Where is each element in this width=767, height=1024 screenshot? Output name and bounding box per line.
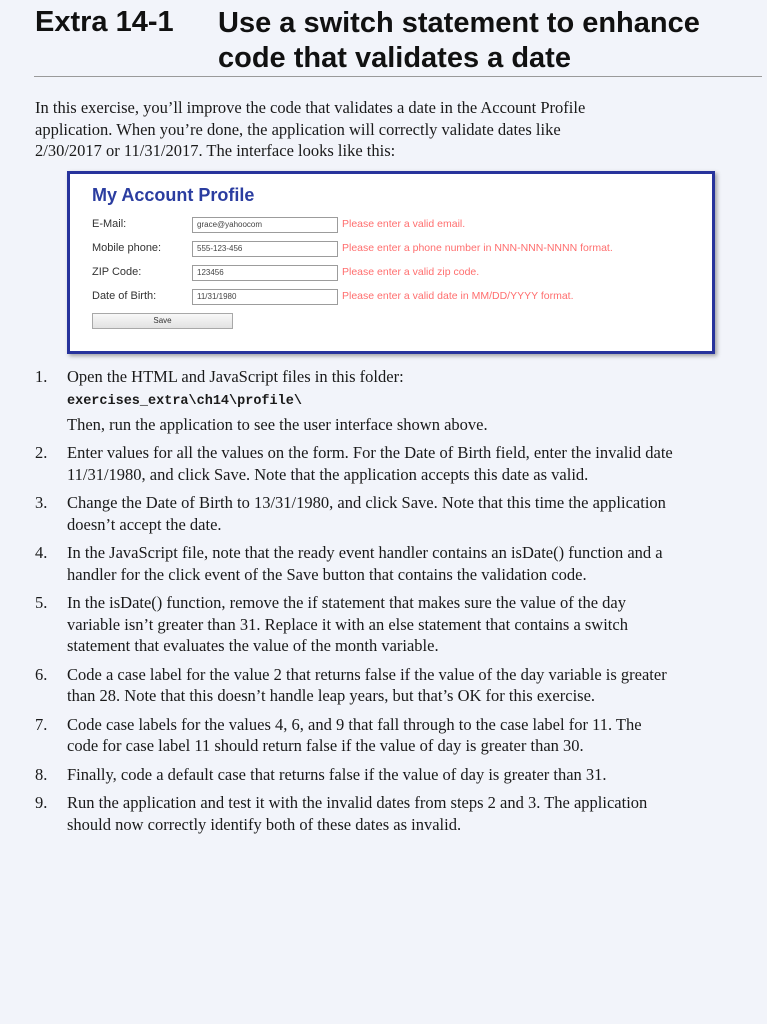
step-number: 9. bbox=[35, 793, 48, 812]
step-8 bbox=[35, 764, 675, 786]
steps-list bbox=[35, 366, 675, 842]
exercise-title: Use a switch statement to enhance code that validates a date bbox=[218, 7, 700, 74]
email-field[interactable]: grace@yahoocom bbox=[192, 217, 338, 233]
intro-paragraph: In this exercise, you’ll improve the code that validates a date in the Account Profile application. When you’re done, the application will correctly validate dates like 2/30/2017 or 11/31/2017. The interface looks like this: bbox=[35, 98, 586, 160]
step-number: 6. bbox=[35, 664, 48, 684]
account-profile-screenshot bbox=[67, 171, 715, 354]
step-6 bbox=[35, 664, 675, 707]
save-button[interactable]: Save bbox=[92, 313, 233, 329]
step-5 bbox=[35, 592, 675, 657]
exercise-number: Extra 14-1 bbox=[35, 6, 174, 38]
step-text: In the isDate() function, remove the if statement that makes sure the value of the day variable isn’t greater than 31. Replace it with an else statement that contains a switch statement that evaluates the value of the month variable. bbox=[67, 593, 628, 655]
step-number: 3. bbox=[35, 493, 48, 512]
zip-field[interactable]: 123456 bbox=[192, 265, 338, 281]
dob-field[interactable]: 11/31/1980 bbox=[192, 289, 338, 305]
phone-label: Mobile phone: bbox=[92, 242, 162, 254]
step-text-after: Then, run the application to see the user interface shown above. bbox=[67, 414, 488, 434]
step-text: Code a case label for the value 2 that returns false if the value of the day variable is greater than 28. Note that this doesn’t handle leap years, but that’s OK for this exercise. bbox=[67, 664, 667, 705]
step-text: Enter values for all the values on the form. For the Date of Birth field, enter the invalid date 11/31/1980, and click Save. Note that the application accepts this date as valid. bbox=[67, 443, 673, 484]
step-text: Open the HTML and JavaScript files in this folder: bbox=[67, 367, 404, 386]
step-3 bbox=[35, 492, 675, 535]
dob-label: Date of Birth: bbox=[92, 290, 157, 302]
step-text: Finally, code a default case that returns false if the value of day is greater than 31. bbox=[67, 764, 607, 784]
step-9 bbox=[35, 792, 675, 835]
phone-error: Please enter a phone number in NNN-NNN-NNNN format. bbox=[342, 242, 613, 254]
step-text: Change the Date of Birth to 13/31/1980, and click Save. Note that this time the application doesn’t accept the date. bbox=[67, 493, 666, 534]
header-divider bbox=[34, 76, 762, 77]
zip-error: Please enter a valid zip code. bbox=[342, 266, 480, 278]
step-number: 1. bbox=[35, 367, 48, 386]
step-text: In the JavaScript file, note that the ready event handler contains an isDate() function and a handler for the click event of the Save button that contains the validation code. bbox=[67, 543, 663, 584]
email-label: E-Mail: bbox=[92, 218, 127, 230]
form-title: My Account Profile bbox=[92, 185, 255, 205]
email-error: Please enter a valid email. bbox=[342, 218, 466, 230]
folder-path: exercises_extra\ch14\profile\ bbox=[67, 393, 302, 409]
phone-field[interactable]: 555-123-456 bbox=[192, 241, 338, 257]
dob-error: Please enter a valid date in MM/DD/YYYY format. bbox=[342, 290, 574, 302]
step-text: Run the application and test it with the invalid dates from steps 2 and 3. The application should now correctly identify both of these dates as invalid. bbox=[67, 793, 648, 834]
step-number: 7. bbox=[35, 714, 48, 734]
step-number: 4. bbox=[35, 543, 48, 562]
step-4 bbox=[35, 542, 675, 585]
step-2 bbox=[35, 442, 675, 485]
step-7 bbox=[35, 714, 675, 757]
zip-label: ZIP Code: bbox=[92, 266, 142, 278]
step-number: 8. bbox=[35, 764, 48, 784]
step-1 bbox=[35, 366, 675, 435]
step-number: 5. bbox=[35, 593, 48, 612]
step-number: 2. bbox=[35, 443, 48, 462]
step-text: Code case labels for the values 4, 6, and 9 that fall through to the case label for 11. The code for case label 11 should return false if the value of day is greater than 30. bbox=[67, 714, 642, 755]
